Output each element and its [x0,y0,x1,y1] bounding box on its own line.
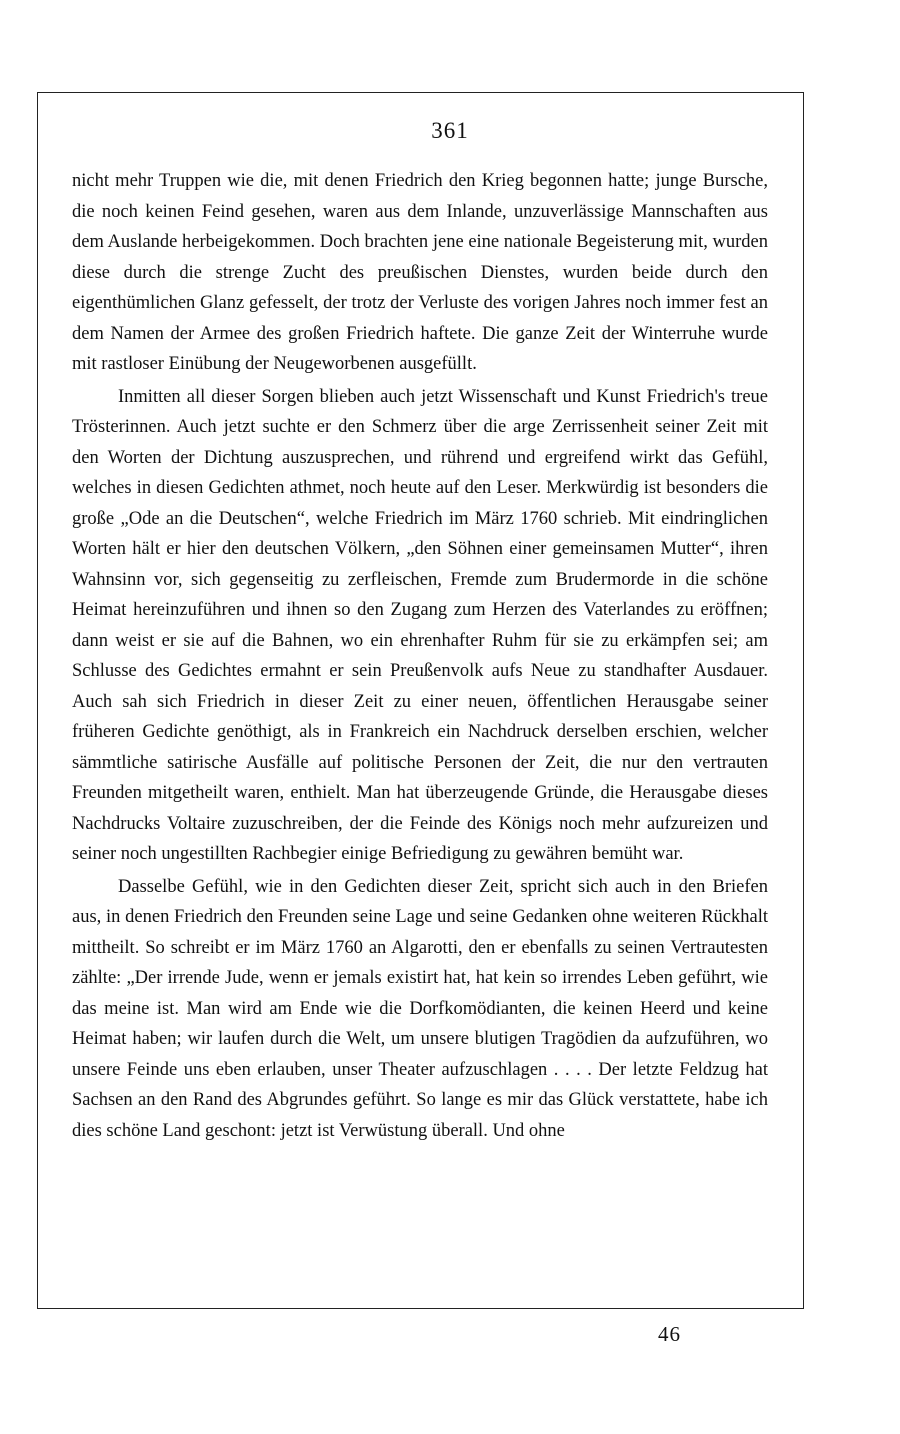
sheet-number: 46 [658,1322,681,1346]
body-text [72,166,768,1146]
paragraph-3: Dasselbe Gefühl, wie in den Gedichten dieser Zeit, spricht sich auch in den Briefen aus, in denen Friedrich den Freunden seine Lage und seine Gedanken ohne weiteren Rückhalt mittheilt. So schreibt er im März 1760 an Algarotti, den er ebenfalls zu seinen Vertrautesten zählte: „Der irrende Jude, wenn er jemals existirt hat, hat kein so irrendes Leben geführt, wie das meine ist. Man wird am Ende wie die Dorfkomödianten, die keinen Heerd und keine Heimat haben; wir laufen durch die Welt, um unsere blutigen Tragödien da aufzuführen, wo unsere Feinde uns eben erlauben, unser Theater aufzuschlagen . . . . Der letzte Feldzug hat Sachsen an den Rand des Abgrundes geführt. So lange es mir das Glück verstattete, habe ich dies schöne Land geschont: jetzt ist Verwüstung überall. Und ohne [72,876,768,1141]
paragraph-1: nicht mehr Truppen wie die, mit denen Friedrich den Krieg begonnen hatte; junge Bursche, die noch keinen Feind gesehen, waren aus dem Inlande, unzuverlässige Mannschaften aus dem Auslande herbeigekommen. Doch brachten jene eine nationale Begeisterung mit, wurden diese durch die strenge Zucht des preußischen Dienstes, wurden beide durch den eigenthümlichen Glanz gefesselt, der trotz der Verluste des vorigen Jahres noch immer fest an dem Namen der Armee des großen Friedrich haftete. Die ganze Zeit der Winterruhe wurde mit rastloser Einübung der Neugeworbenen ausgefüllt. [72,171,768,374]
page-number: 361 [431,118,469,143]
paragraph-2: Inmitten all dieser Sorgen blieben auch jetzt Wissenschaft und Kunst Friedrich's treue Trösterinnen. Auch jetzt suchte er den Schmerz über die arge Zerrissenheit seiner Zeit mit den Worten der Dichtung auszusprechen, und rührend und ergreifend wirkt das Gefühl, welches in diesen Gedichten athmet, noch heute auf den Leser. Merkwürdig ist besonders die große „Ode an die Deutschen“, welche Friedrich im März 1760 schrieb. Mit eindringlichen Worten hält er hier den deutschen Völkern, „den Söhnen einer gemeinsamen Mutter“, ihren Wahnsinn vor, sich gegenseitig zu zerfleischen, Fremde zum Brudermorde in die schöne Heimat hereinzuführen und ihnen so den Zugang zum Herzen des Vaterlandes zu eröffnen; dann weist er sie auf die Bahnen, wo ein ehrenhafter Ruhm für sie zu erkämpfen sei; am Schlusse des Gedichtes ermahnt er sein Preußenvolk aufs Neue zu standhafter Ausdauer. Auch sah sich Friedrich in dieser Zeit zu einer neuen, öffentlichen Herausgabe seiner früheren Gedichte genöthigt, als in Frankreich ein Nachdruck derselben erschien, welcher sämmtliche satirische Ausfälle auf politische Personen der Zeit, die nur den vertrauten Freunden mitgetheilt waren, enthielt. Man hat überzeugende Gründe, die Herausgabe dieses Nachdrucks Voltaire zuzuschreiben, der die Feinde des Königs noch mehr aufzureizen und seiner noch ungestillten Rachbegier einige Befriedigung zu gewähren bemüht war. [72,386,768,864]
